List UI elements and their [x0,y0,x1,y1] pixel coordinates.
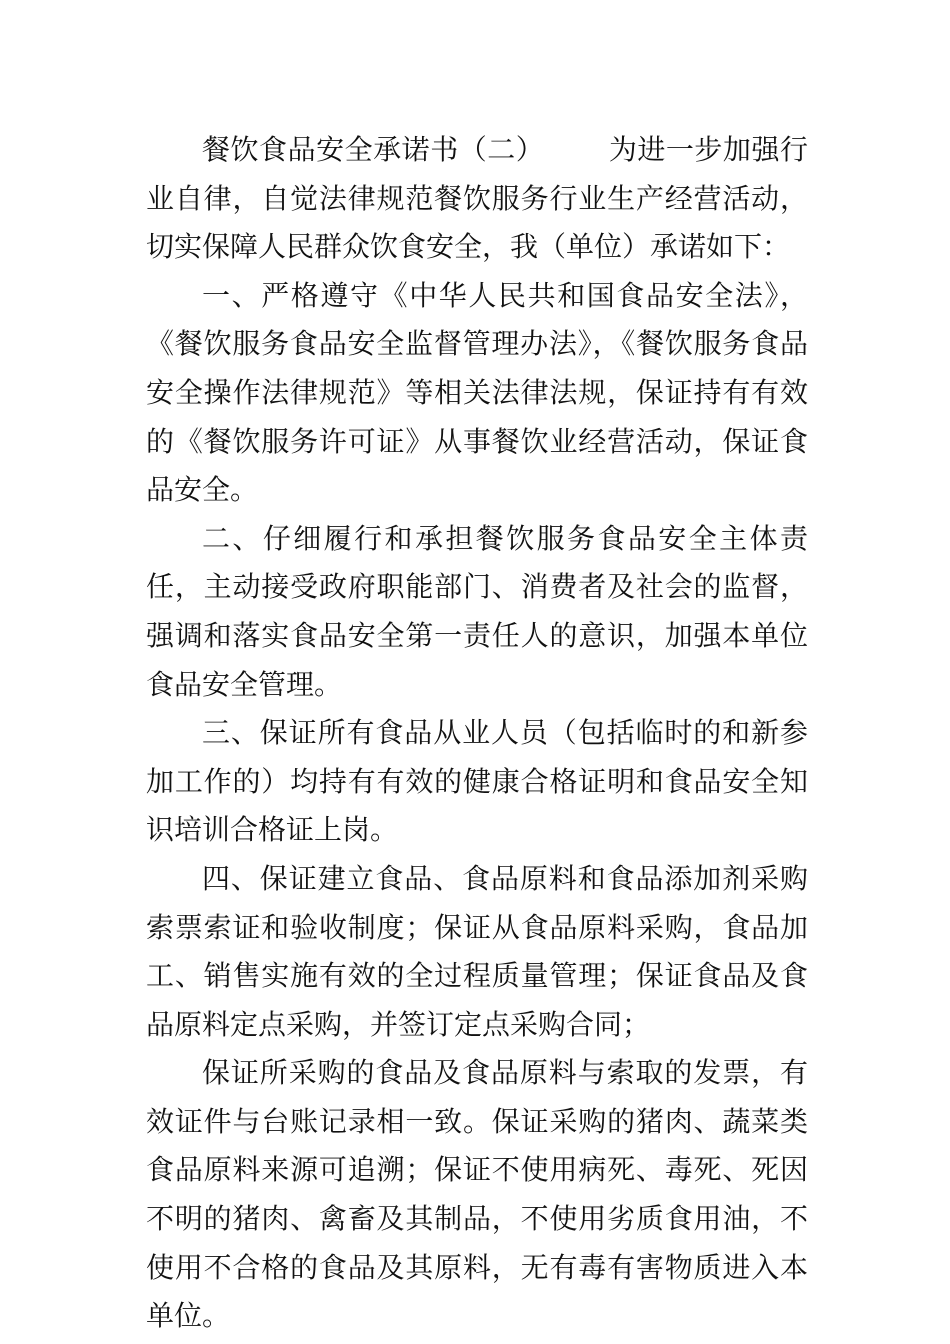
intro-paragraph [146,126,808,272]
paragraph-5: 保证所采购的食品及食品原料与索取的发票，有效证件与台账记录相一致。保证采购的猪肉、蔬菜类食品原料来源可追溯；保证不使用病死、毒死、死因不明的猪肉、禽畜及其制品，不使用劣质食用油，不使用不合格的食品及其原料，无有毒有害物质进入本单位。 [146,1056,808,1333]
intro-text: 为进一步加强行业自律，自觉法律规范餐饮服务行业生产经营活动，切实保障人民群众饮食安全，我（单位）承诺如下： [146,133,808,264]
document-body [146,126,808,1341]
document-title: 餐饮食品安全承诺书（二） [202,133,545,166]
paragraph-2: 二、仔细履行和承担餐饮服务食品安全主体责任，主动接受政府职能部门、消费者及社会的监督，强调和落实食品安全第一责任人的意识，加强本单位食品安全管理。 [146,521,808,701]
paragraph-1: 一、严格遵守《中华人民共和国食品安全法》，《餐饮服务食品安全监督管理办法》，《餐饮服务食品安全操作法律规范》等相关法律法规，保证持有有效的《餐饮服务许可证》从事餐饮业经营活动，保证食品安全。 [146,278,808,507]
paragraph-3: 三、保证所有食品从业人员（包括临时的和新参加工作的）均持有有效的健康合格证明和食品安全知识培训合格证上岗。 [146,716,808,847]
paragraph-4: 四、保证建立食品、食品原料和食品添加剂采购索票索证和验收制度；保证从食品原料采购，食品加工、销售实施有效的全过程质量管理；保证食品及食品原料定点采购，并签订定点采购合同； [146,861,808,1041]
